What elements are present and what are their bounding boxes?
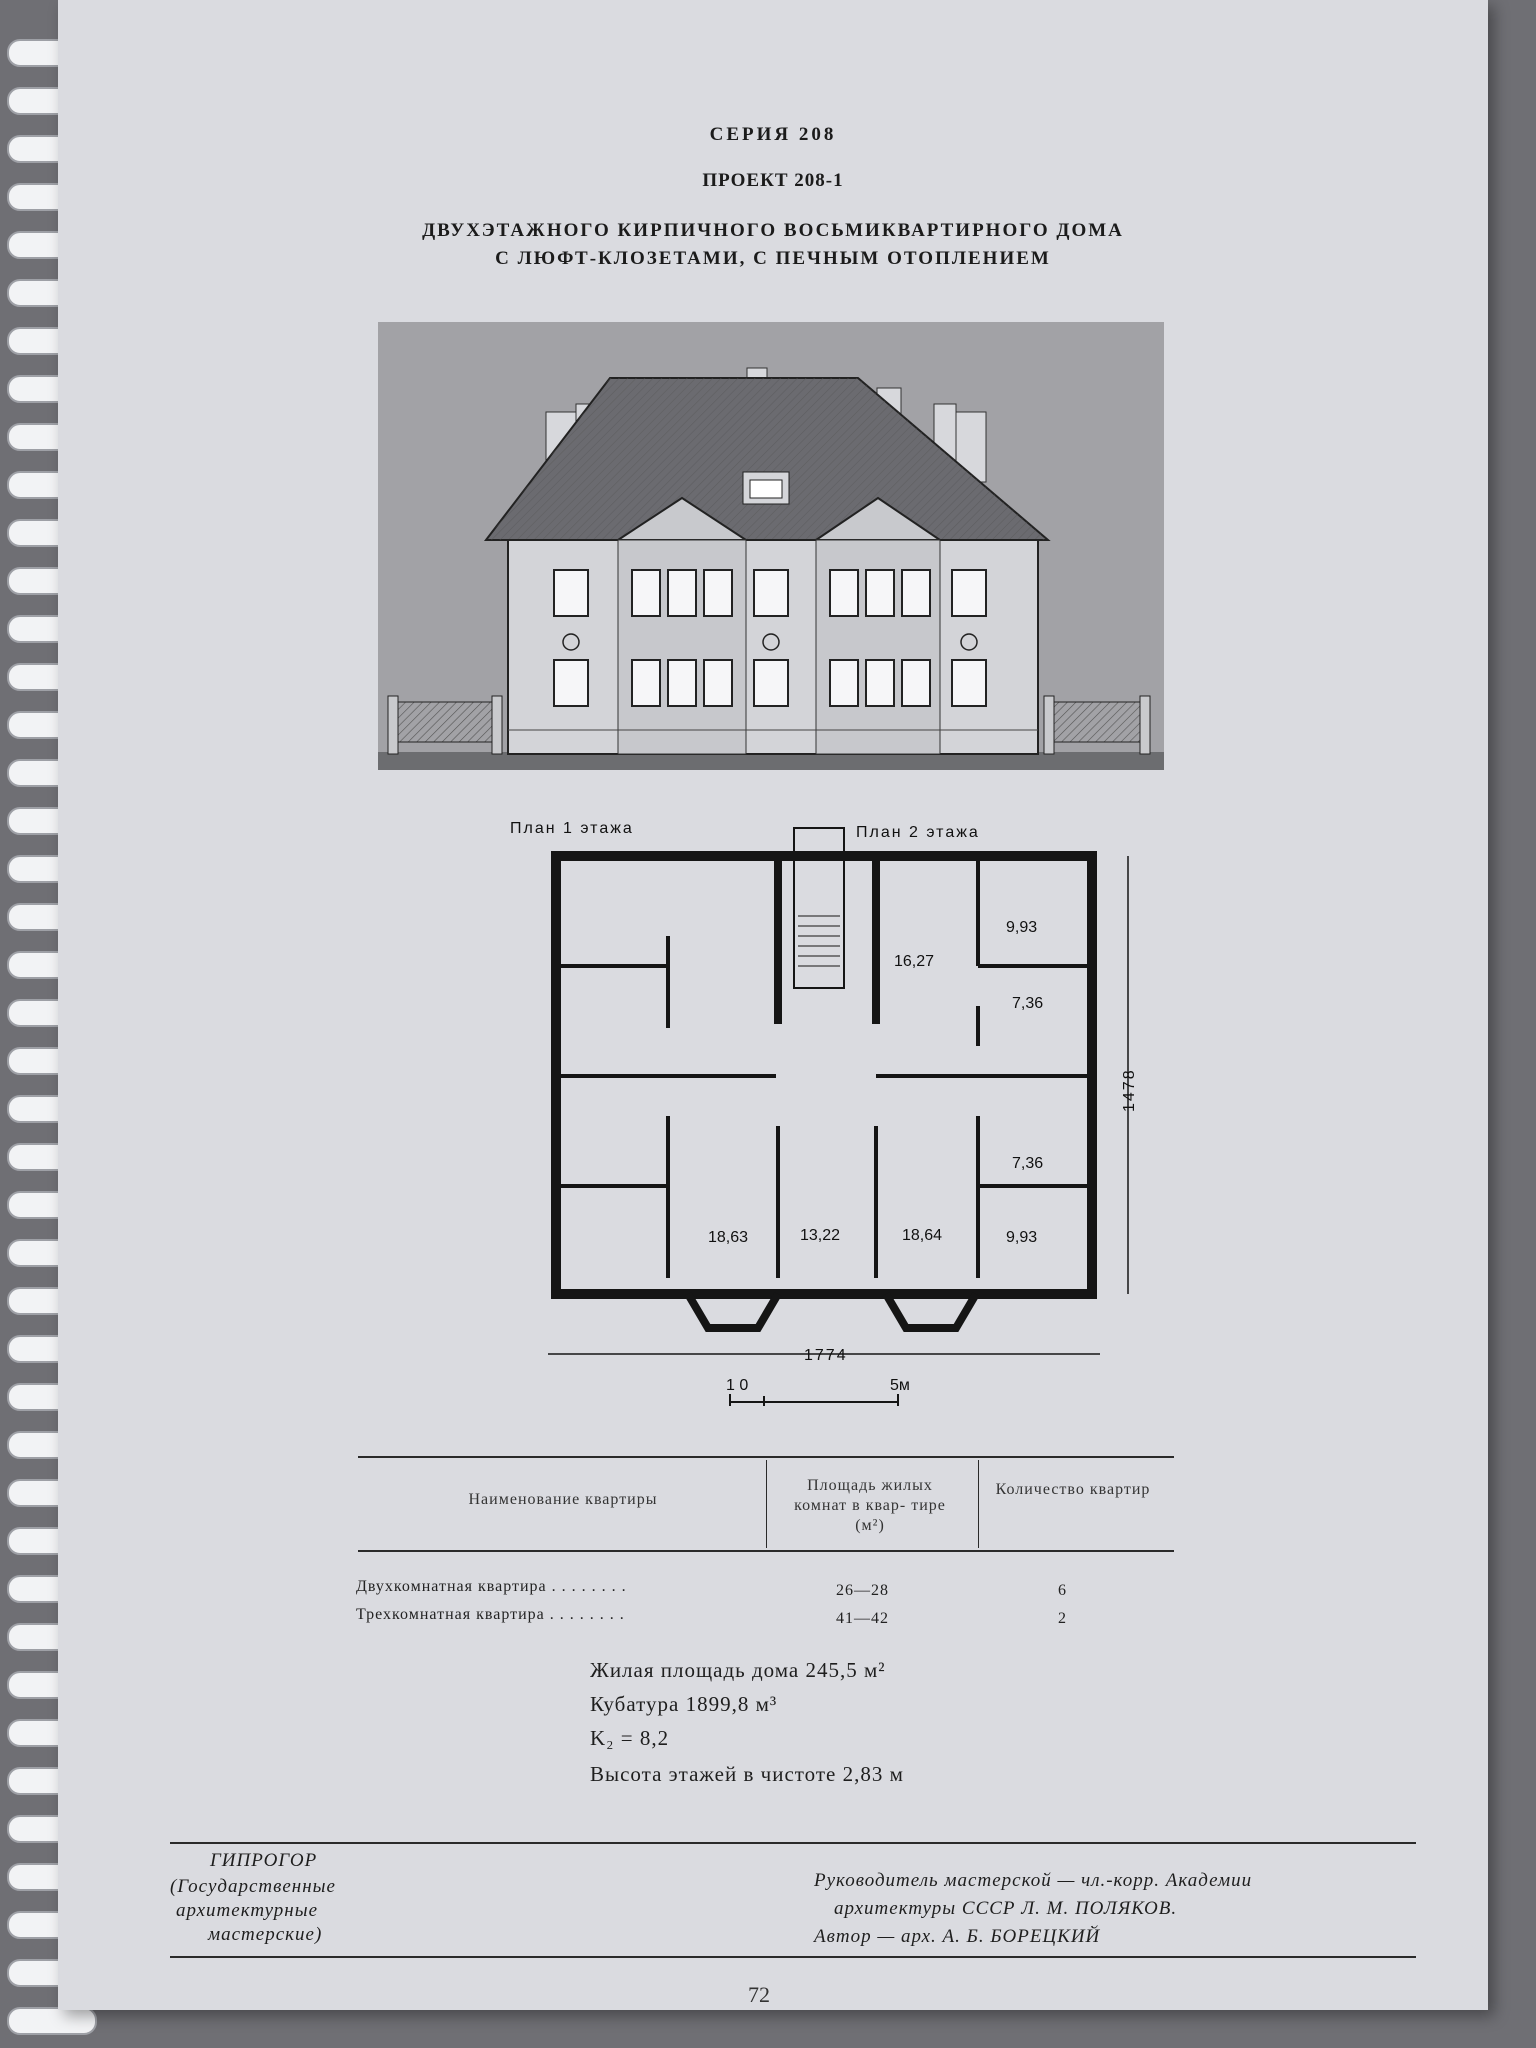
org-name: ГИПРОГОР bbox=[210, 1850, 318, 1871]
stat-living-area: Жилая площадь дома 245,5 м² bbox=[590, 1658, 886, 1682]
author-line: архитектуры СССР Л. М. ПОЛЯКОВ. bbox=[834, 1898, 1178, 1919]
page-number: 72 bbox=[748, 1982, 770, 2007]
room-area: 9,93 bbox=[1006, 919, 1038, 936]
table-col-divider bbox=[766, 1460, 767, 1548]
stat-coefficient: K₂ = 8,2 bbox=[590, 1726, 670, 1750]
table-row-count: 6 bbox=[1058, 1582, 1067, 1599]
plan-floor2-label: План 2 этажа bbox=[856, 824, 980, 841]
table-header-name: Наименование квартиры bbox=[468, 1491, 658, 1508]
org-line: мастерские) bbox=[208, 1924, 323, 1945]
scale-end: 5м bbox=[890, 1377, 910, 1394]
scale-start: 1 0 bbox=[726, 1377, 749, 1394]
binder-ring bbox=[8, 2008, 96, 2034]
table-top-rule bbox=[358, 1456, 1174, 1458]
table-col-divider bbox=[978, 1460, 979, 1548]
document-page bbox=[58, 0, 1488, 2010]
plan-floor1-label: План 1 этажа bbox=[510, 820, 634, 837]
floor-plan bbox=[478, 816, 1158, 1416]
series-heading: СЕРИЯ 208 bbox=[709, 124, 837, 145]
room-area: 7,36 bbox=[1012, 995, 1044, 1012]
width-dimension: 1774 bbox=[804, 1347, 848, 1364]
table-row-name: Трехкомнатная квартира . . . . . . . . bbox=[356, 1606, 625, 1623]
table-row-count: 2 bbox=[1058, 1610, 1067, 1627]
table-row-name: Двухкомнатная квартира . . . . . . . . bbox=[356, 1578, 627, 1595]
footer-top-rule bbox=[170, 1842, 1416, 1844]
facade-drawing bbox=[378, 322, 1164, 770]
author-line: Автор — арх. А. Б. БОРЕЦКИЙ bbox=[814, 1926, 1101, 1947]
room-area: 13,22 bbox=[800, 1227, 841, 1244]
title-line-1: ДВУХЭТАЖНОГО КИРПИЧНОГО ВОСЬМИКВАРТИРНОГО ДОМА bbox=[422, 220, 1124, 241]
title-line-2: С ЛЮФТ-КЛОЗЕТАМИ, С ПЕЧНЫМ ОТОПЛЕНИЕМ bbox=[495, 248, 1051, 269]
room-area: 16,27 bbox=[894, 953, 935, 970]
room-area: 18,64 bbox=[902, 1227, 943, 1244]
height-dimension: 1478 bbox=[1121, 1068, 1138, 1112]
table-header-rule bbox=[358, 1550, 1174, 1552]
room-areas bbox=[708, 919, 1138, 1394]
stat-volume: Кубатура 1899,8 м³ bbox=[590, 1692, 778, 1716]
table-row-area: 41—42 bbox=[836, 1610, 889, 1627]
table-header-count: Количество квартир bbox=[995, 1481, 1151, 1498]
table-row-area: 26—28 bbox=[836, 1582, 889, 1599]
author-line: Руководитель мастерской — чл.-корр. Академии bbox=[814, 1870, 1253, 1891]
stat-floor-height: Высота этажей в чистоте 2,83 м bbox=[590, 1762, 904, 1786]
project-heading: ПРОЕКТ 208-1 bbox=[702, 170, 844, 191]
room-area: 7,36 bbox=[1012, 1155, 1044, 1172]
table-header-area: Площадь жилых комнат в квар- тире (м²) bbox=[794, 1477, 946, 1534]
org-line: (Государственные bbox=[170, 1876, 336, 1897]
room-area: 9,93 bbox=[1006, 1229, 1038, 1246]
room-area: 18,63 bbox=[708, 1229, 749, 1246]
org-line: архитектурные bbox=[176, 1900, 319, 1921]
footer-bottom-rule bbox=[170, 1956, 1416, 1958]
